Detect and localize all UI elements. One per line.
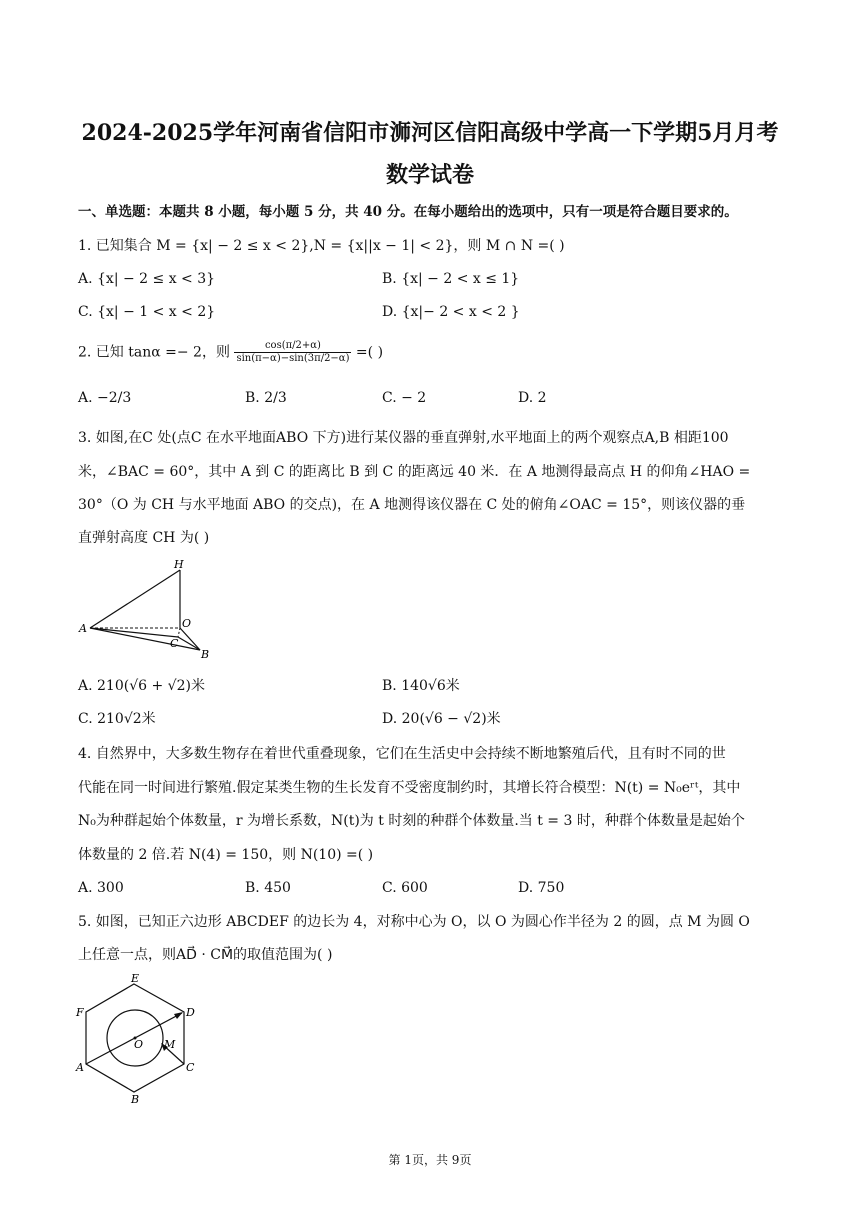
- q5-label-o: O: [134, 1038, 144, 1051]
- q4-line1: 4. 自然界中，大多数生物存在着世代重叠现象，它们在生活史中会持续不断地繁殖后代，且有时不同的世: [78, 746, 726, 762]
- q3-option-a: A. 210(√6 + √2)米: [78, 678, 205, 694]
- q5-label-e: E: [131, 972, 140, 985]
- q5-label-d: D: [186, 1006, 195, 1019]
- q3-option-d: D. 20(√6 − √2)米: [382, 711, 501, 727]
- page-footer: 第 1页，共 9页: [388, 1153, 472, 1167]
- q5-label-b: B: [131, 1093, 140, 1106]
- q4-option-b: B. 450: [245, 880, 291, 896]
- q3-line3: 30°（O 为 CH 与水平地面 ABO 的交点)，在 A 地测得该仪器在 C 处的俯角∠OAC = 15°，则该仪器的垂: [78, 497, 746, 513]
- section-heading: 一、单选题：本题共 8 小题，每小题 5 分，共 40 分。在每小题给出的选项中，只有一项是符合题目要求的。: [78, 204, 738, 220]
- q5-label-a: A: [76, 1061, 84, 1074]
- q2-option-a: A. −2/3: [78, 390, 132, 406]
- q3-line-oc: [178, 628, 180, 637]
- q4-line3: N₀为种群起始个体数量，r 为增长系数，N(t)为 t 时刻的种群个体数量.当 t = 3 时，种群个体数量是起始个: [78, 813, 745, 829]
- q3-label-c: C: [170, 637, 179, 650]
- q5-label-m: M: [164, 1038, 176, 1051]
- q2-fraction: [234, 340, 351, 365]
- q3-label-b: B: [201, 648, 210, 661]
- q2-numerator: cos(π/2+α): [234, 340, 351, 353]
- q5-figure: [72, 972, 212, 1107]
- q5-line1: 5. 如图，已知正六边形 ABCDEF 的边长为 4，对称中心为 O，以 O 为圆心作半径为 2 的圆，点 M 为圆 O: [78, 914, 750, 930]
- q1-option-a: A. {x| − 2 ≤ x < 3}: [78, 271, 216, 287]
- q4-option-a: A. 300: [78, 880, 124, 896]
- q5-label-f: F: [76, 1006, 84, 1019]
- q3-label-h: H: [174, 558, 184, 571]
- q3-label-o: O: [182, 617, 192, 630]
- q3-line4: 直弹射高度 CH 为( ): [78, 530, 210, 546]
- q4-line4: 体数量的 2 倍.若 N(4) = 150，则 N(10) =( ): [78, 847, 374, 863]
- q3-line-ac: [90, 628, 178, 637]
- q2-prefix: 2. 已知 tanα =− 2，则: [78, 344, 230, 361]
- q3-option-b: B. 140√6米: [382, 678, 460, 694]
- exam-title-line2: 数学试卷: [385, 162, 474, 188]
- q5-line2: 上任意一点，则AD⃗ · CM⃗的取值范围为( ): [78, 947, 333, 963]
- q2-option-b: B. 2/3: [245, 390, 287, 406]
- q1-option-b: B. {x| − 2 < x ≤ 1}: [382, 271, 520, 287]
- q1-option-d: D. {x|− 2 < x < 2 }: [382, 304, 520, 320]
- q2-option-c: C. − 2: [382, 390, 427, 406]
- q1-option-c: C. {x| − 1 < x < 2}: [78, 304, 216, 320]
- exam-title-line1: 2024-2025学年河南省信阳市浉河区信阳高级中学高一下学期5月月考: [81, 120, 779, 146]
- q4-option-d: D. 750: [518, 880, 565, 896]
- q3-option-c: C. 210√2米: [78, 711, 156, 727]
- q3-figure: [70, 555, 230, 665]
- q4-line2: 代能在同一时间进行繁殖.假定某类生物的生长发育不受密度制约时，其增长符合模型：N(t) = N₀eʳᵗ，其中: [78, 780, 741, 796]
- q4-option-c: C. 600: [382, 880, 428, 896]
- q5-label-c: C: [186, 1061, 195, 1074]
- q5-arrow-d: [174, 1012, 183, 1019]
- q3-line1: 3. 如图,在C 处(点C 在水平地面ABO 下方)进行某仪器的垂直弹射,水平地面上的两个观察点A,B 相距100: [78, 430, 729, 446]
- q2-option-d: D. 2: [518, 390, 547, 406]
- q2-suffix: =( ): [355, 344, 384, 361]
- q2-stem: [78, 340, 383, 365]
- q2-denominator: sin(π−α)−sin(3π/2−α): [236, 353, 350, 364]
- q3-line2: 米，∠BAC = 60°，其中 A 到 C 的距离比 B 到 C 的距离远 40 米．在 A 地测得最高点 H 的仰角∠HAO =: [78, 464, 751, 480]
- q3-line-ah: [90, 570, 180, 628]
- q3-label-a: A: [79, 622, 87, 635]
- q1-stem: 1. 已知集合 M = {x| − 2 ≤ x < 2},N = {x||x − 1| < 2}，则 M ∩ N =( ): [78, 238, 565, 254]
